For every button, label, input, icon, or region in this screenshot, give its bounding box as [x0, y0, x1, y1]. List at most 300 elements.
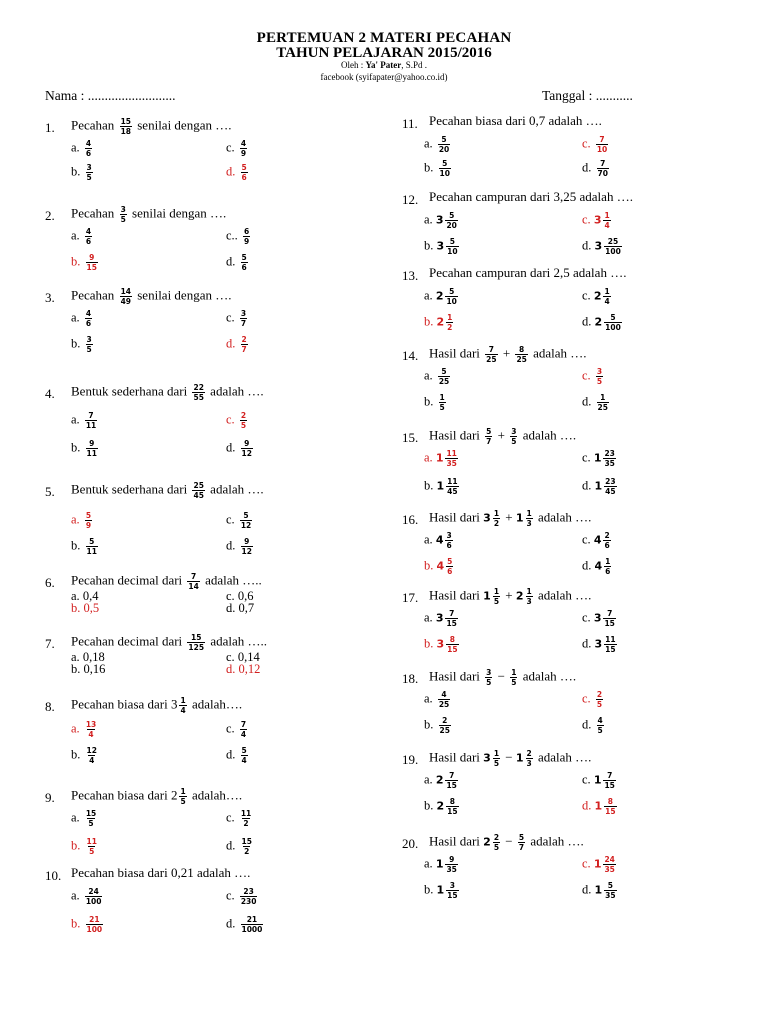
numerator: 1: [600, 393, 606, 402]
option-letter: d.: [582, 478, 595, 493]
option-letter: d.: [226, 747, 239, 762]
answer-option: [226, 439, 255, 458]
numerator: 7: [88, 411, 94, 420]
numerator: 25: [193, 481, 204, 490]
option-whole-number: 3: [593, 213, 602, 227]
numerator: 3: [86, 163, 92, 172]
question-text: Hasil dari: [429, 345, 484, 361]
denominator: 14: [188, 582, 199, 591]
answer-option: [71, 163, 95, 182]
answer-option: [424, 690, 452, 709]
option-whole-number: 3: [436, 239, 445, 253]
numerator: 7: [449, 771, 455, 780]
denominator: 100: [85, 897, 102, 906]
option-fraction: [604, 477, 616, 496]
answer-option: [71, 253, 100, 272]
option-letter: c.: [226, 888, 238, 903]
answer-option: [71, 439, 100, 458]
answer-option: [226, 746, 250, 765]
answer-option: [582, 313, 624, 332]
numerator: 25: [607, 237, 619, 246]
question-number: 19.: [402, 752, 419, 767]
option-fraction: [85, 887, 103, 906]
option-letter: b.: [71, 838, 84, 853]
option-letter: a.: [424, 212, 436, 227]
numerator: 11: [86, 837, 97, 846]
denominator: 45: [447, 487, 458, 496]
option-whole-number: 1: [593, 451, 602, 465]
denominator: 5: [120, 215, 126, 224]
option-letter: c..: [226, 228, 241, 243]
denominator: 3: [526, 759, 532, 768]
question-text: Bentuk sederhana dari: [71, 383, 191, 399]
question-fraction: [179, 696, 186, 715]
numerator: 6: [243, 227, 250, 236]
option-letter: d.: [582, 558, 595, 573]
denominator: 4: [241, 756, 247, 765]
option-fraction: [596, 135, 608, 154]
question-text: [429, 427, 576, 446]
option-letter: b.: [71, 538, 84, 553]
option-letter: c.: [226, 310, 238, 325]
question-text: senilai dengan ….: [128, 205, 227, 221]
option-whole-number: 3: [436, 637, 445, 651]
denominator: 100: [605, 323, 621, 332]
question-text: [71, 787, 242, 806]
question-text: adalah ….: [206, 383, 264, 399]
answer-option: [424, 609, 460, 628]
option-whole-number: 1: [594, 883, 603, 897]
numerator: 1: [439, 393, 445, 402]
answer-option: [226, 227, 252, 246]
question-number: 20.: [402, 836, 419, 851]
denominator: 55: [193, 393, 204, 402]
denominator: 15: [446, 781, 457, 790]
denominator: 7: [241, 345, 247, 354]
numerator: 1: [180, 696, 186, 705]
question-number: 2.: [45, 208, 55, 223]
numerator: 4: [441, 690, 447, 699]
numerator: 1: [604, 287, 610, 296]
option-whole-number: 4: [594, 559, 603, 573]
option-whole-number: 2: [436, 799, 445, 813]
option-letter: a.: [71, 228, 83, 243]
option-fraction: [604, 797, 616, 816]
option-fraction: [597, 393, 609, 412]
author-suffix: , S.Pd .: [401, 60, 427, 70]
numerator: 5: [89, 537, 95, 546]
option-letter: c.: [226, 810, 238, 825]
option-fraction: [86, 537, 98, 556]
option-fraction: [596, 690, 603, 709]
answer-option: [424, 635, 461, 654]
denominator: 10: [447, 247, 458, 256]
numerator: 11: [605, 635, 616, 644]
question-text: Hasil dari: [429, 427, 484, 443]
answer-option: [424, 159, 453, 178]
question-text: adalah ….: [534, 509, 592, 525]
answer-option: [582, 557, 613, 576]
question-text: adalah ….: [534, 749, 592, 765]
answer-option: [226, 163, 250, 182]
option-fraction: [86, 915, 104, 934]
numerator: 11: [240, 809, 252, 818]
option-letter: a.: [424, 691, 436, 706]
option-letter: d.: [582, 882, 595, 897]
denominator: 15: [447, 645, 458, 654]
option-letter: b.: [424, 558, 437, 573]
answer-option: [582, 635, 619, 654]
answer-option: [582, 771, 618, 790]
question-text: [71, 383, 264, 402]
numerator: 7: [600, 159, 606, 168]
option-fraction: [85, 309, 92, 328]
option-letter: a.: [424, 856, 436, 871]
option-letter: c.: [582, 610, 594, 625]
answer-option: [226, 720, 249, 739]
denominator: 4: [604, 221, 610, 230]
answer-option: [226, 253, 250, 272]
numerator: 13: [85, 720, 97, 729]
option-fraction: [439, 159, 451, 178]
option-letter: d.: [226, 254, 239, 269]
question-text: [429, 749, 591, 768]
option-letter: d.: [226, 916, 239, 931]
numerator: 1: [511, 668, 517, 677]
numerator: 15: [241, 837, 252, 846]
option-fraction: [241, 837, 253, 856]
denominator: 15: [604, 619, 615, 628]
option-letter: d.: [226, 440, 239, 455]
answer-option: [582, 393, 611, 412]
option-text: 0,7: [238, 601, 255, 615]
denominator: 7: [486, 437, 492, 446]
option-whole-number: 1: [593, 773, 602, 787]
question-fraction: [526, 749, 533, 768]
option-letter: b.: [71, 747, 84, 762]
option-letter: c.: [582, 532, 594, 547]
option-whole-number: 4: [593, 533, 602, 547]
denominator: 12: [240, 521, 252, 530]
question-fraction: [493, 587, 500, 606]
question-number: 6.: [45, 575, 55, 590]
option-letter: b.: [71, 440, 84, 455]
numerator: 4: [85, 227, 92, 236]
numerator: 2: [596, 690, 603, 699]
denominator: 70: [597, 169, 608, 178]
numerator: 2: [526, 749, 532, 758]
denominator: 6: [241, 173, 247, 182]
question-text: Hasil dari: [429, 509, 484, 525]
question-fraction: [526, 587, 533, 606]
numerator: 3: [86, 335, 92, 344]
option-letter: a.: [71, 412, 83, 427]
option-letter: a.: [424, 136, 436, 151]
answer-option: [582, 135, 610, 154]
option-letter: b.: [71, 662, 84, 676]
denominator: 4: [89, 756, 95, 765]
denominator: 45: [193, 491, 204, 500]
question-number: 3.: [45, 290, 55, 305]
option-text: 0,14: [237, 650, 260, 664]
numerator: 8: [449, 797, 455, 806]
option-fraction: [604, 881, 616, 900]
answer-option: [71, 809, 99, 828]
denominator: 12: [241, 449, 252, 458]
option-whole-number: 4: [435, 533, 444, 547]
option-whole-number: 1: [435, 451, 444, 465]
numerator: 4: [240, 139, 247, 148]
question-text: Pecahan biasa dari 2: [71, 787, 178, 803]
numerator: 11: [447, 477, 458, 486]
denominator: 6: [447, 567, 453, 576]
numerator: 4: [597, 716, 603, 725]
denominator: 100: [605, 247, 621, 256]
answer-option: [71, 411, 99, 430]
question-fraction: [187, 572, 199, 591]
option-fraction: [597, 159, 609, 178]
option-letter: b.: [424, 314, 437, 329]
option-whole-number: 3: [435, 611, 444, 625]
question-text: adalah …..: [201, 572, 262, 588]
denominator: 4: [604, 297, 610, 306]
answer-option: [582, 531, 613, 550]
option-letter: b.: [424, 238, 437, 253]
option-letter: b.: [424, 478, 437, 493]
option-letter: b.: [71, 916, 84, 931]
answer-option: [71, 139, 94, 158]
answer-option: [71, 746, 100, 765]
answer-option: [226, 309, 249, 328]
denominator: 5: [86, 345, 92, 354]
question-whole-number: 1: [515, 751, 524, 765]
option-letter: a.: [424, 450, 436, 465]
denominator: 6: [604, 541, 610, 550]
option-fraction: [439, 393, 446, 412]
question-fraction: [120, 287, 132, 306]
numerator: 2: [442, 716, 448, 725]
numerator: 9: [89, 253, 95, 262]
denominator: 2: [244, 847, 250, 856]
numerator: 3: [596, 367, 603, 376]
option-fraction: [603, 449, 615, 468]
answer-option: [71, 720, 99, 739]
question-whole-number: 2: [483, 835, 491, 849]
question-number: 8.: [45, 699, 55, 714]
question-text: +: [494, 427, 509, 443]
answer-option: [226, 809, 254, 828]
numerator: 5: [241, 253, 247, 262]
option-fraction: [86, 439, 98, 458]
denominator: 20: [438, 145, 450, 154]
question-text: +: [499, 345, 514, 361]
numerator: 7: [599, 135, 605, 144]
numerator: 5: [442, 159, 448, 168]
question-whole-number: 1: [515, 511, 524, 525]
option-letter: c.: [582, 212, 594, 227]
answer-option: [582, 609, 618, 628]
numerator: 5: [441, 135, 447, 144]
option-letter: a.: [71, 310, 83, 325]
answer-option: [424, 531, 455, 550]
option-fraction: [446, 313, 453, 332]
option-letter: c.: [582, 136, 594, 151]
denominator: 11: [86, 547, 97, 556]
numerator: 2: [241, 335, 247, 344]
denominator: 5: [493, 597, 500, 606]
numerator: 8: [519, 345, 525, 354]
option-fraction: [85, 809, 97, 828]
question-text: Pecahan campuran dari 2,5 adalah ….: [429, 265, 627, 280]
option-whole-number: 1: [594, 799, 603, 813]
denominator: 5: [486, 678, 492, 687]
author-line: [0, 60, 768, 70]
denominator: 5: [596, 700, 603, 709]
denominator: 5: [511, 678, 517, 687]
numerator: 7: [607, 609, 613, 618]
option-fraction: [604, 237, 622, 256]
denominator: 15: [447, 807, 458, 816]
option-letter: c.: [582, 368, 594, 383]
name-field: Nama : ..........................: [45, 88, 176, 103]
numerator: 3: [446, 531, 452, 540]
answer-option: [424, 287, 460, 306]
option-fraction: [85, 227, 92, 246]
question-text: [429, 345, 587, 364]
option-fraction: [86, 335, 93, 354]
numerator: 3: [511, 427, 517, 436]
answer-option: [582, 690, 605, 709]
numerator: 2: [240, 411, 247, 420]
denominator: 4: [240, 730, 247, 739]
option-fraction: [604, 635, 616, 654]
numerator: 5: [447, 557, 453, 566]
numerator: 15: [191, 633, 202, 642]
option-fraction: [446, 635, 458, 654]
author-name: Ya' Pater: [365, 60, 402, 70]
numerator: 1: [604, 211, 610, 220]
denominator: 12: [241, 547, 252, 556]
school-year: TAHUN PELAJARAN 2015/2016: [276, 45, 492, 61]
option-fraction: [240, 309, 247, 328]
denominator: 15: [86, 263, 97, 272]
question-text: Hasil dari: [429, 833, 484, 849]
answer-option: [424, 135, 452, 154]
option-letter: c.: [582, 288, 594, 303]
denominator: 5: [89, 847, 95, 856]
option-fraction: [438, 135, 450, 154]
question-text: +: [502, 587, 516, 603]
question-text: +: [502, 509, 516, 525]
option-fraction: [241, 537, 253, 556]
answer-option: [71, 335, 95, 354]
question-text: [71, 287, 231, 306]
option-whole-number: 2: [593, 289, 602, 303]
option-letter: c.: [226, 412, 238, 427]
denominator: 11: [86, 449, 97, 458]
question-text: Pecahan: [71, 205, 118, 221]
question-number: 1.: [45, 120, 55, 135]
option-letter: b.: [424, 160, 437, 175]
worksheet-title: PERTEMUAN 2 MATERI PECAHAN: [256, 30, 512, 46]
option-letter: a.: [424, 610, 436, 625]
answer-option: [71, 837, 100, 856]
denominator: 5: [493, 843, 500, 852]
question-text: Pecahan: [71, 117, 118, 133]
question-number: 5.: [45, 484, 55, 499]
denominator: 6: [605, 567, 611, 576]
option-letter: a.: [424, 772, 436, 787]
numerator: 1: [605, 557, 611, 566]
numerator: 5: [607, 881, 613, 890]
denominator: 1000: [241, 925, 263, 934]
option-letter: b.: [71, 336, 84, 351]
answer-option: [582, 287, 613, 306]
numerator: 23: [604, 449, 615, 458]
denominator: 5: [596, 377, 603, 386]
question-text: Hasil dari: [429, 749, 484, 765]
option-letter: c.: [226, 512, 238, 527]
answer-option: [424, 881, 461, 900]
denominator: 25: [439, 726, 450, 735]
option-fraction: [243, 227, 250, 246]
answer-option: [226, 837, 255, 856]
numerator: 5: [441, 367, 447, 376]
option-fraction: [604, 557, 611, 576]
numerator: 5: [610, 313, 616, 322]
option-letter: c.: [582, 691, 594, 706]
answer-option: [71, 601, 99, 616]
denominator: 35: [604, 459, 615, 468]
option-letter: d.: [226, 662, 239, 676]
option-letter: a.: [71, 589, 83, 603]
question-number: 18.: [402, 671, 419, 686]
question-fraction: [510, 427, 517, 446]
question-text: adalah ….: [529, 345, 587, 361]
question-fraction: [179, 787, 186, 806]
option-fraction: [86, 253, 98, 272]
question-text: [429, 668, 576, 687]
option-whole-number: 2: [435, 773, 444, 787]
denominator: 125: [188, 643, 205, 652]
numerator: 5: [486, 427, 492, 436]
question-number: 7.: [45, 636, 55, 651]
option-text: 0,5: [83, 601, 100, 615]
option-letter: c.: [582, 450, 594, 465]
numerator: 5: [241, 746, 247, 755]
question-fraction: [485, 668, 492, 687]
answer-option: [424, 313, 455, 332]
option-fraction: [241, 335, 248, 354]
numerator: 7: [607, 771, 613, 780]
denominator: 6: [85, 237, 92, 246]
option-fraction: [86, 163, 93, 182]
numerator: 9: [244, 537, 250, 546]
option-fraction: [445, 531, 452, 550]
option-fraction: [86, 837, 98, 856]
option-fraction: [241, 253, 248, 272]
question-number: 10.: [45, 868, 62, 883]
contact-line: facebook (syifapater@yahoo.co.id): [320, 72, 448, 82]
option-letter: a.: [71, 650, 83, 664]
option-whole-number: 2: [436, 315, 445, 329]
answer-option: [424, 211, 460, 230]
option-fraction: [240, 139, 247, 158]
question-whole-number: 3: [483, 751, 491, 765]
option-letter: d.: [582, 238, 595, 253]
question-text: Pecahan decimal dari: [71, 572, 186, 588]
answer-option: [71, 537, 100, 556]
